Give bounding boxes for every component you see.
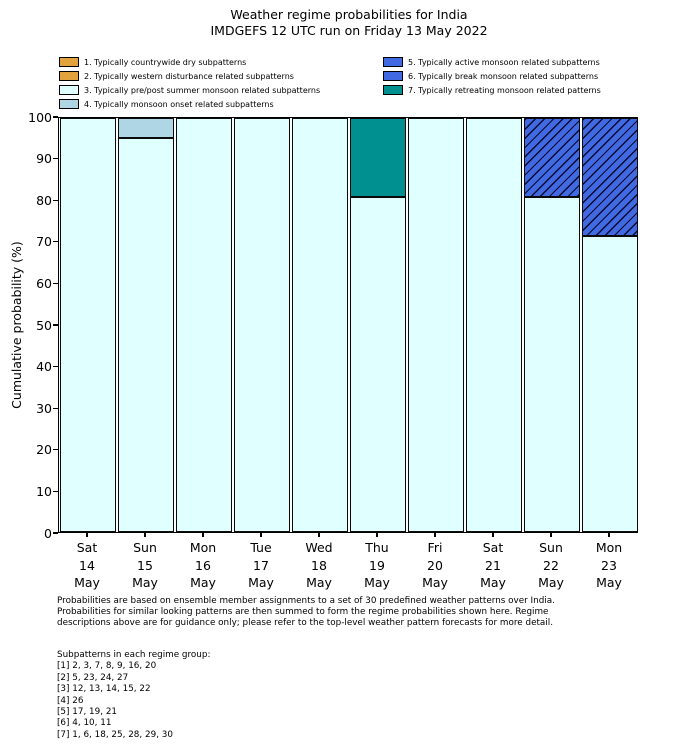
x-tick-mark [144,533,145,537]
x-tick-label [406,539,464,592]
y-tick-label: 10 [36,483,52,499]
x-tick-label-line: 19 [369,557,385,573]
footnote [57,596,555,629]
x-tick-label-line: 16 [195,557,211,573]
legend-swatch-icon [59,99,79,109]
subpattern-line: [5] 17, 19, 21 [57,707,118,718]
bar-segment [408,118,464,532]
bar-segment [350,118,406,197]
x-tick-mark [260,533,261,537]
subpattern-line: [7] 1, 6, 18, 25, 28, 29, 30 [57,729,173,740]
legend-column-left [59,55,320,111]
x-tick-label-line: 17 [253,557,269,573]
bar-column [60,118,116,532]
x-tick-label-line: Mon [189,540,217,555]
x-tick-label-line: May [190,575,216,590]
y-tick-label: 70 [36,234,52,250]
bar-column [466,118,522,532]
y-tick-label: 80 [36,192,52,208]
bar-column [176,118,232,532]
x-tick-label-line: Fri [427,540,443,555]
y-tick-label: 50 [36,317,52,333]
x-tick-label-line: May [74,575,100,590]
legend-item [383,69,601,83]
legend-item-label: 3. Typically pre/post summer monsoon related subpatterns [84,85,321,95]
x-tick-mark [376,533,377,537]
x-tick-label-line: May [306,575,332,590]
bar-segment [350,197,406,532]
bar-column [408,118,464,532]
x-tick-label [464,539,522,592]
legend-item [59,97,320,111]
x-tick-label-line: 21 [485,557,501,573]
chart-subtitle: IMDGEFS 12 UTC run on Friday 13 May 2022 [210,23,488,38]
x-tick-label-line: Sun [133,540,157,555]
footnote-line: descriptions above are for guidance only; please refer to the top-level weather pattern forecasts for more detail. [57,618,554,628]
x-tick-label [348,539,406,592]
plot-area [58,117,638,533]
y-tick-label: 90 [36,151,52,167]
x-tick-label-line: May [248,575,274,590]
x-tick-label-line: 18 [311,557,327,573]
legend-swatch-icon [383,57,403,67]
y-axis-label: Cumulative probability (%) [9,241,24,409]
subpattern-line: [4] 26 [57,695,84,706]
x-tick-label-line: 15 [137,557,153,573]
x-tick-label-line: 14 [79,557,95,573]
x-tick-label-line: May [132,575,158,590]
subpatterns-block [57,650,210,741]
x-tick-label-line: Sun [539,540,563,555]
x-tick-label-line: Mon [595,540,623,555]
y-tick-label: 20 [36,442,52,458]
x-tick-label [232,539,290,592]
x-tick-label-line: Wed [305,540,333,555]
bar-segment [234,118,290,532]
y-tick-label: 30 [36,400,52,416]
legend-item [59,69,320,83]
bar-segment [118,138,174,532]
subpatterns-heading: Subpatterns in each regime group: [57,650,211,660]
legend-item-label: 7. Typically retreating monsoon related patterns [408,85,601,95]
legend-item [383,83,601,97]
x-tick-label-line: 22 [543,557,559,573]
x-tick-label-line: Tue [250,540,272,555]
y-tick-label: 100 [28,109,52,125]
legend-item-label: 6. Typically break monsoon related subpatterns [408,71,599,81]
legend-swatch-icon [383,85,403,95]
x-tick-label [174,539,232,592]
subpattern-line: [3] 12, 13, 14, 15, 22 [57,684,151,695]
legend-item-label: 5. Typically active monsoon related subpatterns [408,57,600,67]
bar-segment [118,118,174,138]
legend-swatch-icon [59,71,79,81]
x-tick-mark [434,533,435,537]
x-tick-label [580,539,638,592]
legend-item-label: 1. Typically countrywide dry subpatterns [84,57,247,67]
chart-title: Weather regime probabilities for India [230,7,468,22]
subpattern-line: [1] 2, 3, 7, 8, 9, 16, 20 [57,661,157,672]
x-tick-label [290,539,348,592]
legend-column-right [383,55,601,97]
legend-item [59,55,320,69]
footnote-line: Probabilities are based on ensemble member assignments to a set of 30 predefined weather patterns over India. [57,596,555,606]
bar-column [118,118,174,532]
legend-item-label: 4. Typically monsoon onset related subpatterns [84,99,274,109]
bar-segment [582,236,638,532]
x-tick-mark [202,533,203,537]
x-tick-mark [86,533,87,537]
legend-swatch-icon [59,57,79,67]
legend-item [59,83,320,97]
legend-item [383,55,601,69]
x-tick-mark [608,533,609,537]
legend-swatch-icon [59,85,79,95]
x-tick-label [522,539,580,592]
bar-segment [176,118,232,532]
bar-segment [524,197,580,532]
subpatterns-lines [57,661,210,741]
subpattern-line: [6] 4, 10, 11 [57,718,112,729]
x-tick-label-line: May [596,575,622,590]
x-tick-label-line: May [480,575,506,590]
x-tick-label-line: 23 [601,557,617,573]
bar-column [350,118,406,532]
x-tick-mark [492,533,493,537]
bar-column [524,118,580,532]
bar-segment [582,118,638,236]
bar-column [234,118,290,532]
bar-column [582,118,638,532]
x-tick-label-line: May [422,575,448,590]
subpattern-line: [2] 5, 23, 24, 27 [57,672,129,683]
x-tick-label-line: May [538,575,564,590]
x-tick-label [116,539,174,592]
x-tick-mark [550,533,551,537]
bar-column [292,118,348,532]
y-tick-label: 40 [36,359,52,375]
x-tick-label-line: Thu [365,540,389,555]
legend-item-label: 2. Typically western disturbance related subpatterns [84,71,294,81]
x-tick-label-line: Sat [76,540,98,555]
x-tick-mark [318,533,319,537]
bar-segment [292,118,348,532]
bar-segment [524,118,580,197]
bar-segment [60,118,116,532]
x-tick-label-line: Sat [482,540,504,555]
y-tick-label: 60 [36,275,52,291]
x-tick-label-line: May [364,575,390,590]
bar-segment [466,118,522,532]
x-tick-label [58,539,116,592]
y-tick-label: 0 [44,525,52,541]
footnote-line: Probabilities for similar looking patterns are then summed to form the regime probabilities shown here. Regime [57,607,549,617]
legend-swatch-icon [383,71,403,81]
x-tick-label-line: 20 [427,557,443,573]
